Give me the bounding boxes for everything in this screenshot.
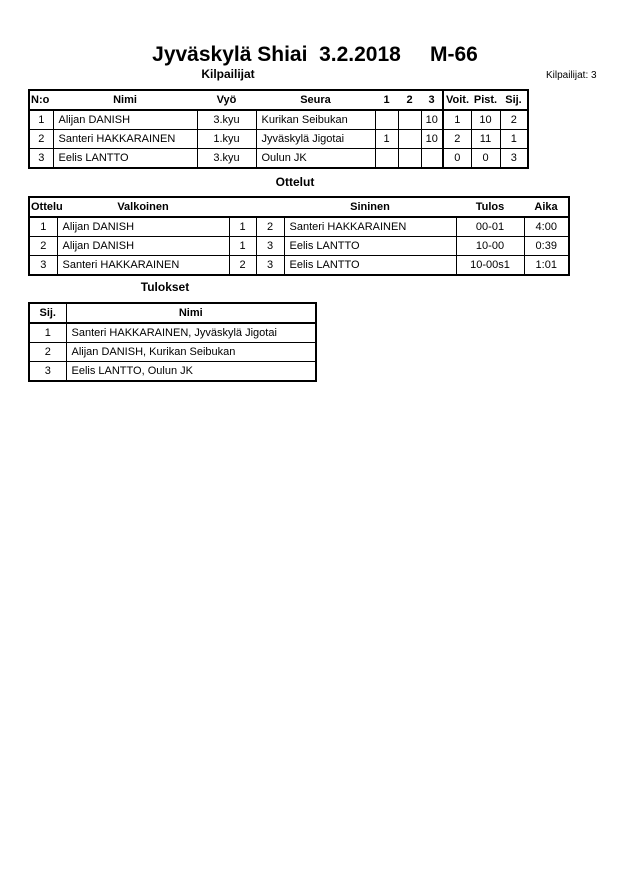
header-voit: Voit. <box>443 90 471 110</box>
cell-round-3: 10 <box>421 110 443 130</box>
header-aika: Aika <box>524 197 569 217</box>
cell-sij: 1 <box>500 130 528 149</box>
header-tulos: Tulos <box>456 197 524 217</box>
table-row <box>29 130 528 149</box>
cell-round-1 <box>375 149 398 169</box>
table-row <box>29 149 528 169</box>
cell-nimi: Eelis LANTTO, Oulun JK <box>66 362 316 382</box>
header-round-3: 3 <box>421 90 443 110</box>
cell-aika: 4:00 <box>524 217 569 237</box>
cell-sij: 2 <box>29 343 66 362</box>
cell-sininen: Santeri HAKKARAINEN <box>284 217 456 237</box>
header-pist: Pist. <box>471 90 500 110</box>
cell-round-3 <box>421 149 443 169</box>
cell-seura: Oulun JK <box>256 149 375 169</box>
table-row <box>29 110 528 130</box>
table-row <box>29 343 316 362</box>
table-row <box>29 237 569 256</box>
cell-sininen: Eelis LANTTO <box>284 237 456 256</box>
cell-white-no: 2 <box>229 256 256 276</box>
cell-tulos: 10-00s1 <box>456 256 524 276</box>
page-title: Jyväskylä Shiai 3.2.2018 M-66 <box>152 43 478 66</box>
cell-valkoinen: Alijan DANISH <box>57 217 229 237</box>
section-title-tulokset: Tulokset <box>140 280 190 294</box>
cell-round-2 <box>398 149 421 169</box>
header-nimi: Nimi <box>66 303 316 323</box>
header-white-no <box>229 197 256 217</box>
competitors-count: Kilpailijat: 3 <box>546 70 597 81</box>
cell-seura: Kurikan Seibukan <box>256 110 375 130</box>
header-round-1: 1 <box>375 90 398 110</box>
section-title-ottelut: Ottelut <box>275 175 315 189</box>
cell-vyo: 3.kyu <box>197 149 256 169</box>
cell-round-3: 10 <box>421 130 443 149</box>
header-round-2: 2 <box>398 90 421 110</box>
header-row <box>29 197 569 217</box>
cell-nimi: Alijan DANISH <box>53 110 197 130</box>
table-row <box>29 323 316 343</box>
cell-sij: 2 <box>500 110 528 130</box>
tulokset-table <box>28 302 317 382</box>
cell-no: 3 <box>29 149 53 169</box>
cell-sij: 3 <box>500 149 528 169</box>
cell-voit: 2 <box>443 130 471 149</box>
cell-blue-no: 3 <box>256 237 284 256</box>
cell-round-1 <box>375 110 398 130</box>
cell-sij: 1 <box>29 323 66 343</box>
cell-valkoinen: Alijan DANISH <box>57 237 229 256</box>
cell-white-no: 1 <box>229 237 256 256</box>
cell-blue-no: 3 <box>256 256 284 276</box>
header-nimi: Nimi <box>53 90 197 110</box>
cell-round-1: 1 <box>375 130 398 149</box>
cell-nimi: Alijan DANISH, Kurikan Seibukan <box>66 343 316 362</box>
header-blue-no <box>256 197 284 217</box>
cell-blue-no: 2 <box>256 217 284 237</box>
cell-sininen: Eelis LANTTO <box>284 256 456 276</box>
header-row <box>29 303 316 323</box>
kilpailijat-table <box>28 89 529 169</box>
cell-tulos: 00-01 <box>456 217 524 237</box>
cell-round-2 <box>398 130 421 149</box>
header-seura: Seura <box>256 90 375 110</box>
cell-no: 2 <box>29 130 53 149</box>
cell-vyo: 3.kyu <box>197 110 256 130</box>
header-row <box>29 90 528 110</box>
header-ottelu: Ottelu <box>29 197 57 217</box>
cell-pist: 10 <box>471 110 500 130</box>
cell-ottelu: 2 <box>29 237 57 256</box>
cell-aika: 1:01 <box>524 256 569 276</box>
cell-voit: 1 <box>443 110 471 130</box>
cell-vyo: 1.kyu <box>197 130 256 149</box>
cell-ottelu: 1 <box>29 217 57 237</box>
header-valkoinen: Valkoinen <box>57 197 229 217</box>
cell-pist: 0 <box>471 149 500 169</box>
cell-no: 1 <box>29 110 53 130</box>
header-sininen: Sininen <box>284 197 456 217</box>
cell-seura: Jyväskylä Jigotai <box>256 130 375 149</box>
cell-tulos: 10-00 <box>456 237 524 256</box>
table-row <box>29 256 569 276</box>
cell-ottelu: 3 <box>29 256 57 276</box>
cell-pist: 11 <box>471 130 500 149</box>
cell-nimi: Santeri HAKKARAINEN, Jyväskylä Jigotai <box>66 323 316 343</box>
cell-nimi: Eelis LANTTO <box>53 149 197 169</box>
cell-round-2 <box>398 110 421 130</box>
section-title-kilpailijat: Kilpailijat <box>201 67 255 81</box>
cell-voit: 0 <box>443 149 471 169</box>
header-sij: Sij. <box>29 303 66 323</box>
cell-sij: 3 <box>29 362 66 382</box>
ottelut-table <box>28 196 570 276</box>
table-row <box>29 362 316 382</box>
cell-white-no: 1 <box>229 217 256 237</box>
cell-valkoinen: Santeri HAKKARAINEN <box>57 256 229 276</box>
cell-nimi: Santeri HAKKARAINEN <box>53 130 197 149</box>
cell-aika: 0:39 <box>524 237 569 256</box>
header-vyo: Vyö <box>197 90 256 110</box>
header-no: N:o <box>29 90 53 110</box>
header-sij: Sij. <box>500 90 528 110</box>
table-row <box>29 217 569 237</box>
